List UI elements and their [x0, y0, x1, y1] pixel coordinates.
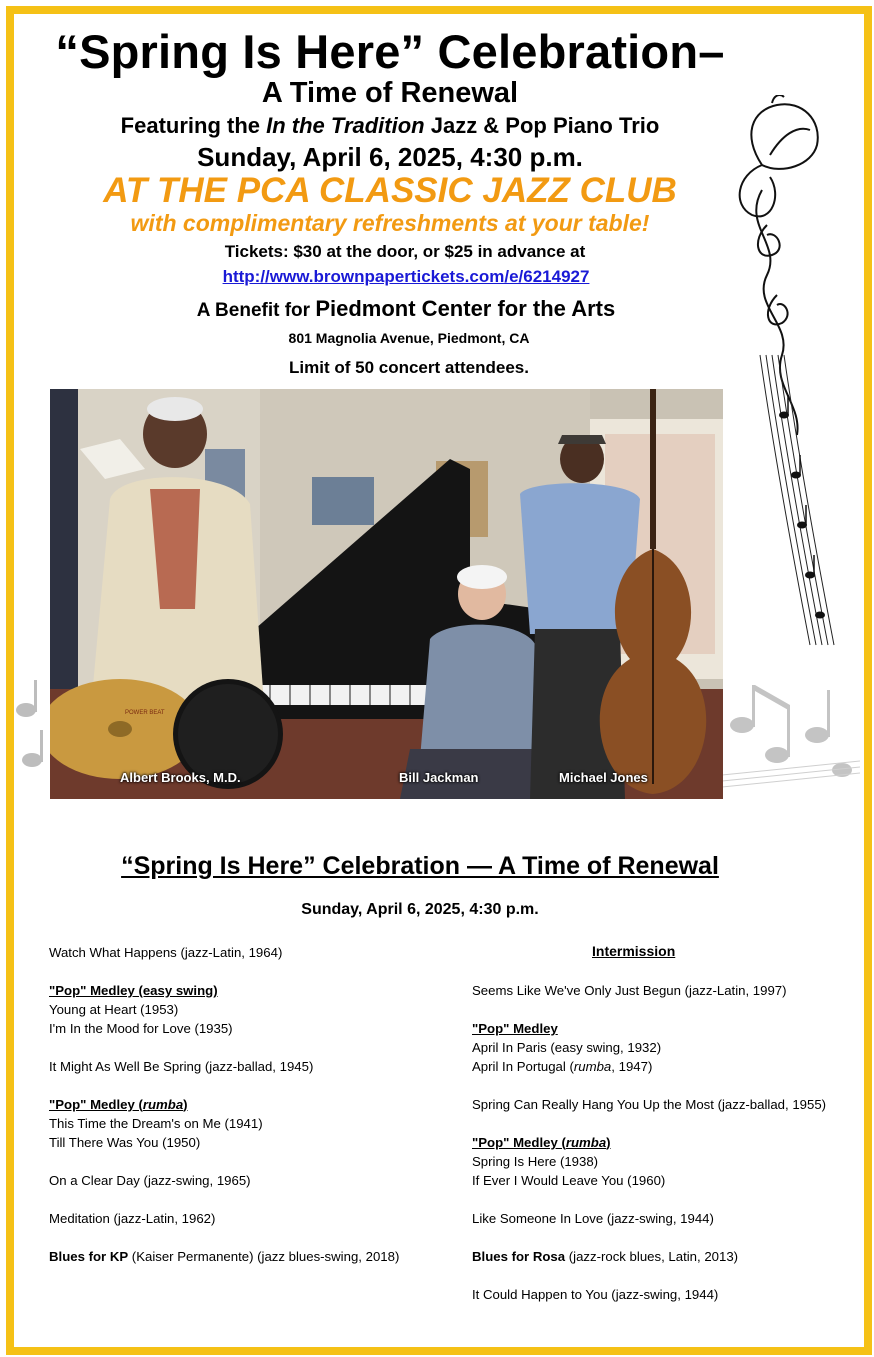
benefit-org: Piedmont Center for the Arts: [315, 296, 616, 321]
song-item: Watch What Happens (jazz-Latin, 1964): [49, 945, 283, 960]
song-item: If Ever I Would Leave You (1960): [472, 1173, 666, 1188]
benefit-line: [0, 296, 812, 322]
event-subtitle: A Time of Renewal: [261, 77, 519, 109]
program-title-text: “Spring Is Here” Celebration — A Time of Renewal: [121, 852, 719, 880]
song-style: rumba: [573, 1059, 612, 1074]
medley-heading: [49, 1095, 459, 1114]
song-item: Spring Can Really Hang You Up the Most (jazz-ballad, 1955): [472, 1097, 827, 1112]
medley-heading-text: "Pop" Medley (: [472, 1135, 566, 1150]
song-item: This Time the Dream's on Me (1941): [49, 1116, 263, 1131]
song-item: Spring Is Here (1938): [472, 1154, 599, 1169]
medley-heading: "Pop" Medley: [472, 1021, 558, 1036]
event-title: “Spring Is Here” Celebration–: [55, 25, 725, 78]
song-item: [472, 1057, 857, 1076]
program-title: [0, 852, 840, 881]
right-music-notes-decoration: [722, 675, 860, 795]
ticket-link[interactable]: http://www.brownpapertickets.com/e/6214927: [222, 267, 590, 286]
tickets-line: Tickets: $30 at the door, or $25 in advance at: [224, 242, 586, 261]
refreshments-line: with complimentary refreshments at your table!: [130, 210, 650, 236]
program-second-half: [472, 981, 857, 1304]
venue-line: AT THE PCA CLASSIC JAZZ CLUB: [103, 171, 677, 210]
song-item: It Could Happen to You (jazz-swing, 1944): [472, 1287, 719, 1302]
song-item: Till There Was You (1950): [49, 1135, 201, 1150]
featuring-line: [0, 113, 780, 139]
song-title: April In Portugal (: [472, 1059, 574, 1074]
venue-address: 801 Magnolia Avenue, Piedmont, CA: [288, 330, 530, 346]
caption-michael-jones: Michael Jones: [559, 770, 648, 785]
song-title-bold: Blues for Rosa: [472, 1249, 566, 1264]
medley-style: rumba: [565, 1135, 607, 1150]
song-detail: (Kaiser Permanente) (jazz blues-swing, 2018): [128, 1249, 400, 1264]
cymbal-brand-text: POWER BEAT: [125, 710, 165, 716]
medley-style: rumba: [142, 1097, 184, 1112]
medley-heading: "Pop" Medley (easy swing): [49, 983, 218, 998]
medley-heading-close: ): [183, 1097, 188, 1112]
song-item: Young at Heart (1953): [49, 1002, 179, 1017]
band-name: In the Tradition: [266, 113, 425, 138]
song-item: April In Paris (easy swing, 1932): [472, 1040, 662, 1055]
trio-photo: [50, 389, 723, 799]
song-item: Like Someone In Love (jazz-swing, 1944): [472, 1211, 714, 1226]
left-music-notes-decoration: [12, 670, 52, 790]
butterfly-music-decoration: [722, 95, 837, 655]
song-item: I'm In the Mood for Love (1935): [49, 1021, 233, 1036]
program-first-half: [49, 943, 459, 1266]
song-item: On a Clear Day (jazz-swing, 1965): [49, 1173, 251, 1188]
caption-bill-jackman: Bill Jackman: [399, 770, 479, 785]
song-item: [49, 1247, 459, 1266]
trio-photo-illustration: [50, 389, 723, 799]
intermission-heading: Intermission: [592, 943, 676, 959]
song-detail: (jazz-rock blues, Latin, 2013): [565, 1249, 739, 1264]
song-year: , 1947): [611, 1059, 653, 1074]
program-date: Sunday, April 6, 2025, 4:30 p.m.: [301, 901, 539, 918]
medley-heading-text: "Pop" Medley (: [49, 1097, 143, 1112]
featuring-prefix: Featuring the: [120, 113, 267, 138]
event-date: Sunday, April 6, 2025, 4:30 p.m.: [197, 142, 583, 172]
featuring-suffix: Jazz & Pop Piano Trio: [424, 113, 660, 138]
benefit-prefix: A Benefit for: [196, 300, 316, 321]
song-item: It Might As Well Be Spring (jazz-ballad, 1945): [49, 1059, 314, 1074]
song-title-bold: Blues for KP: [49, 1249, 129, 1264]
song-item: Meditation (jazz-Latin, 1962): [49, 1211, 216, 1226]
medley-heading-close: ): [606, 1135, 611, 1150]
attendance-limit: Limit of 50 concert attendees.: [289, 358, 529, 377]
song-item: Seems Like We've Only Just Begun (jazz-Latin, 1997): [472, 983, 787, 998]
song-item: [472, 1247, 857, 1266]
medley-heading: [472, 1133, 857, 1152]
caption-albert-brooks: Albert Brooks, M.D.: [120, 770, 241, 785]
